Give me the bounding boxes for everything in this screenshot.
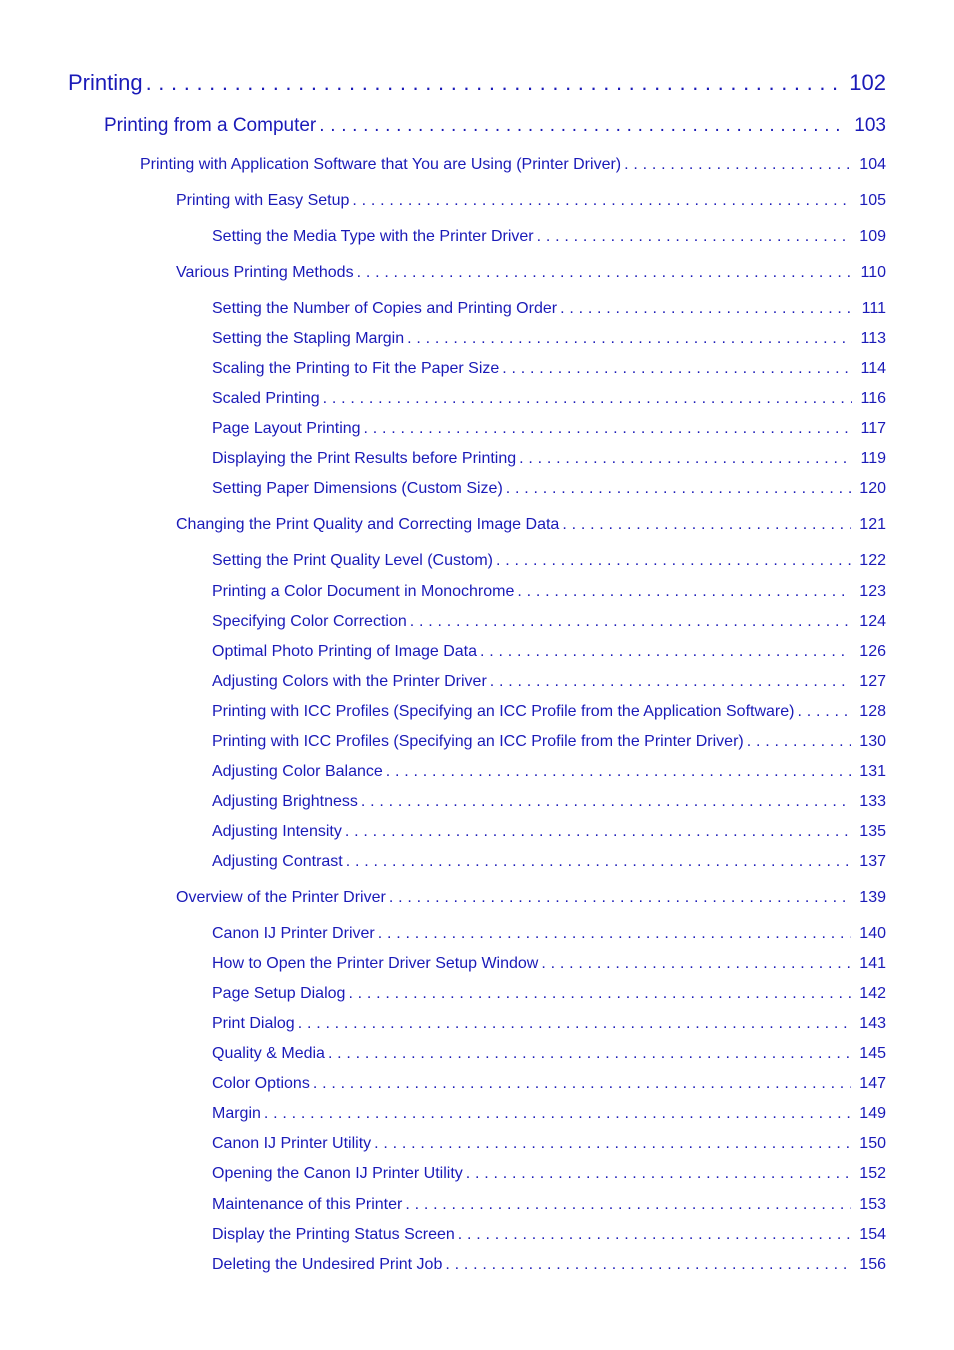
toc-entry[interactable]: [212, 1044, 886, 1063]
toc-entry-page-number: 130: [859, 733, 886, 750]
toc-entry[interactable]: [212, 227, 886, 246]
toc-entry[interactable]: [176, 515, 886, 534]
toc-entry[interactable]: [212, 1134, 886, 1153]
toc-entry[interactable]: [212, 419, 886, 438]
toc-entry[interactable]: [212, 822, 886, 841]
toc-entry[interactable]: [212, 762, 886, 781]
toc-entry-title: Specifying Color Correction: [212, 613, 407, 630]
toc-entry-title: Overview of the Printer Driver: [176, 889, 386, 906]
toc-entry[interactable]: [212, 1104, 886, 1123]
toc-entry-page-number: 150: [859, 1135, 886, 1152]
toc-entry-title: Margin: [212, 1105, 261, 1122]
toc-entry[interactable]: [212, 852, 886, 871]
toc-dot-leader: [516, 449, 852, 468]
toc-entry[interactable]: [176, 888, 886, 907]
toc-dot-leader: [310, 1074, 851, 1093]
toc-entry-title: Display the Printing Status Screen: [212, 1226, 455, 1243]
toc-entry-title: Deleting the Undesired Print Job: [212, 1256, 443, 1273]
toc-dot-leader: [621, 155, 851, 174]
toc-entry-page-number: 116: [860, 390, 886, 407]
toc-entry-title: Maintenance of this Printer: [212, 1196, 403, 1213]
toc-dot-leader: [354, 263, 853, 282]
toc-dot-leader: [455, 1225, 852, 1244]
toc-entry-title: Opening the Canon IJ Printer Utility: [212, 1165, 463, 1182]
toc-entry-page-number: 153: [859, 1196, 886, 1213]
toc-entry-title: Setting the Print Quality Level (Custom): [212, 552, 494, 569]
toc-entry-page-number: 119: [860, 450, 886, 467]
toc-entry-page-number: 123: [859, 583, 886, 600]
toc-entry-title: Page Setup Dialog: [212, 985, 346, 1002]
toc-entry-title: Adjusting Colors with the Printer Driver: [212, 673, 487, 690]
toc-entry-title: Printing with ICC Profiles (Specifying an ICC Profile from the Printer Driver): [212, 733, 744, 750]
toc-dot-leader: [345, 984, 851, 1003]
toc-dot-leader: [316, 115, 846, 138]
toc-entry[interactable]: [212, 954, 886, 973]
toc-entry[interactable]: [212, 389, 886, 408]
toc-entry-title: Adjusting Contrast: [212, 853, 343, 870]
toc-dot-leader: [375, 924, 852, 943]
toc-entry[interactable]: [140, 155, 886, 174]
toc-entry-title: Optimal Photo Printing of Image Data: [212, 643, 478, 660]
toc-entry[interactable]: [212, 1164, 886, 1183]
toc-entry-page-number: 143: [859, 1015, 886, 1032]
toc-dot-leader: [557, 299, 854, 318]
toc-entry-title: Scaling the Printing to Fit the Paper Size: [212, 360, 500, 377]
toc-dot-leader: [349, 191, 851, 210]
toc-entry[interactable]: [212, 329, 886, 348]
toc-dot-leader: [320, 389, 853, 408]
toc-dot-leader: [534, 227, 852, 246]
toc-entry-page-number: 105: [859, 192, 886, 209]
toc-dot-leader: [463, 1164, 852, 1183]
toc-entry-page-number: 127: [859, 673, 886, 690]
toc-entry[interactable]: [212, 582, 886, 601]
toc-dot-leader: [538, 954, 851, 973]
toc-entry[interactable]: [212, 1014, 886, 1033]
toc-entry-title: Changing the Print Quality and Correcting Image Data: [176, 516, 560, 533]
toc-dot-leader: [261, 1104, 851, 1123]
toc-dot-leader: [386, 888, 851, 907]
toc-entry-page-number: 113: [860, 330, 886, 347]
toc-entry[interactable]: [176, 191, 886, 210]
toc-dot-leader: [744, 732, 852, 751]
toc-entry-page-number: 139: [859, 889, 886, 906]
toc-entry-title: Setting the Stapling Margin: [212, 330, 405, 347]
toc-entry-page-number: 114: [860, 360, 886, 377]
toc-entry[interactable]: [212, 642, 886, 661]
toc-entry-title: Printing from a Computer: [104, 115, 317, 136]
toc-entry-page-number: 145: [859, 1045, 886, 1062]
toc-entry-page-number: 109: [859, 228, 886, 245]
toc-entry-page-number: 135: [859, 823, 886, 840]
toc-entry[interactable]: [212, 299, 886, 318]
toc-dot-leader: [343, 852, 852, 871]
toc-dot-leader: [358, 792, 851, 811]
toc-entry-title: Printing a Color Document in Monochrome: [212, 583, 515, 600]
toc-entry-page-number: 102: [849, 70, 886, 95]
toc-dot-leader: [794, 702, 851, 721]
toc-entry-title: Setting the Number of Copies and Printing Order: [212, 300, 558, 317]
toc-entry-page-number: 140: [859, 925, 886, 942]
toc-entry-title: Adjusting Color Balance: [212, 763, 383, 780]
toc-entry-title: Adjusting Intensity: [212, 823, 342, 840]
toc-entry-page-number: 104: [859, 156, 886, 173]
toc-entry-page-number: 156: [859, 1256, 886, 1273]
toc-entry-title: Page Layout Printing: [212, 420, 361, 437]
toc-entry-page-number: 126: [859, 643, 886, 660]
toc-entry[interactable]: [212, 984, 886, 1003]
toc-entry-page-number: 110: [860, 264, 886, 281]
toc-dot-leader: [361, 419, 853, 438]
toc-entry-title: How to Open the Printer Driver Setup Window: [212, 955, 539, 972]
toc-entry-page-number: 120: [859, 480, 886, 497]
toc-entry-page-number: 154: [859, 1226, 886, 1243]
toc-dot-leader: [442, 1255, 851, 1274]
toc-entry[interactable]: [212, 732, 886, 751]
toc-entry-page-number: 111: [861, 300, 886, 317]
toc-dot-leader: [477, 642, 851, 661]
toc-entry[interactable]: [212, 792, 886, 811]
toc-entry[interactable]: [212, 551, 886, 570]
toc-dot-leader: [559, 515, 851, 534]
toc-entry-page-number: 147: [859, 1075, 886, 1092]
toc-entry[interactable]: [212, 1195, 886, 1214]
toc-entry-title: Scaled Printing: [212, 390, 320, 407]
toc-entry[interactable]: [212, 1225, 886, 1244]
toc-dot-leader: [371, 1134, 851, 1153]
toc-entry[interactable]: [212, 359, 886, 378]
toc-dot-leader: [404, 329, 852, 348]
toc-entry[interactable]: [212, 924, 886, 943]
toc-entry[interactable]: [212, 612, 886, 631]
toc-dot-leader: [295, 1014, 852, 1033]
toc-entry[interactable]: [212, 449, 886, 468]
toc-entry-page-number: 121: [859, 516, 886, 533]
toc-dot-leader: [325, 1044, 851, 1063]
toc-entry-page-number: 103: [854, 115, 886, 136]
toc-entry[interactable]: [212, 479, 886, 498]
toc-dot-leader: [514, 582, 851, 601]
toc-entry-title: Printing: [68, 70, 143, 95]
toc-entry[interactable]: [104, 115, 886, 138]
toc-entry-page-number: 149: [859, 1105, 886, 1122]
toc-entry[interactable]: [68, 70, 886, 96]
toc-entry-title: Color Options: [212, 1075, 310, 1092]
toc-entry-page-number: 142: [859, 985, 886, 1002]
toc-entry-title: Quality & Media: [212, 1045, 325, 1062]
toc-entry[interactable]: [212, 1255, 886, 1274]
toc-entry-title: Displaying the Print Results before Printing: [212, 450, 517, 467]
toc-dot-leader: [402, 1195, 851, 1214]
toc-dot-leader: [493, 551, 851, 570]
toc-entry-title: Adjusting Brightness: [212, 793, 358, 810]
toc-entry-title: Various Printing Methods: [176, 264, 354, 281]
toc-entry-title: Printing with ICC Profiles (Specifying an ICC Profile from the Application Software): [212, 703, 795, 720]
toc-dot-leader: [487, 672, 852, 691]
toc-entry-page-number: 137: [859, 853, 886, 870]
toc-entry-page-number: 128: [859, 703, 886, 720]
toc-entry-title: Printing with Application Software that You are Using (Printer Driver): [140, 156, 622, 173]
toc-entry-title: Canon IJ Printer Driver: [212, 925, 375, 942]
toc-dot-leader: [383, 762, 852, 781]
toc-entry-title: Setting the Media Type with the Printer Driver: [212, 228, 534, 245]
toc-entry-title: Print Dialog: [212, 1015, 295, 1032]
toc-entry-title: Printing with Easy Setup: [176, 192, 350, 209]
toc-entry-page-number: 117: [860, 420, 886, 437]
toc-entry[interactable]: [212, 672, 886, 691]
toc-entry[interactable]: [176, 263, 886, 282]
toc-dot-leader: [499, 359, 852, 378]
toc-entry-page-number: 152: [859, 1165, 886, 1182]
toc-entry-page-number: 122: [859, 552, 886, 569]
toc-dot-leader: [503, 479, 852, 498]
toc-entry-page-number: 133: [859, 793, 886, 810]
toc-entry-title: Setting Paper Dimensions (Custom Size): [212, 480, 503, 497]
toc-entry-page-number: 131: [859, 763, 886, 780]
toc-entry-title: Canon IJ Printer Utility: [212, 1135, 372, 1152]
toc-dot-leader: [407, 612, 852, 631]
toc-entry[interactable]: [212, 702, 886, 721]
toc-entry-page-number: 124: [859, 613, 886, 630]
toc-dot-leader: [143, 70, 842, 96]
toc-entry-page-number: 141: [859, 955, 886, 972]
toc-dot-leader: [342, 822, 851, 841]
toc-entry[interactable]: [212, 1074, 886, 1093]
